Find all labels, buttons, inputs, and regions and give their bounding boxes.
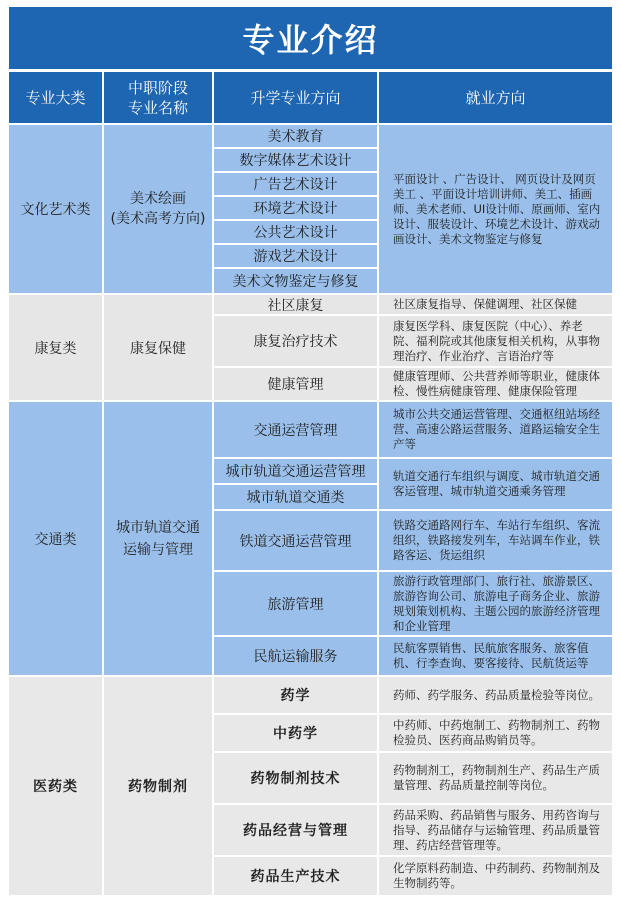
category-cell: 康复类 [9, 295, 102, 400]
direction-cell: 数字媒体艺术设计 [214, 149, 377, 171]
category-cell: 文化艺术类 [9, 125, 102, 293]
direction-cell: 城市轨道交通运营管理 [214, 459, 377, 483]
direction-cell: 美术教育 [214, 125, 377, 147]
direction-cell: 美术文物鉴定与修复 [214, 269, 377, 293]
employment-cell: 健康管理师、公共营养师等职业，健康体检、慢性病健康管理、健康保险管理 [379, 368, 612, 400]
direction-cell: 城市轨道交通类 [214, 485, 377, 509]
direction-cell: 旅游管理 [214, 572, 377, 635]
direction-cell: 民航运输服务 [214, 637, 377, 675]
direction-cell: 环境艺术设计 [214, 197, 377, 219]
major-cell: 药物制剂 [104, 677, 212, 895]
direction-cell: 药物制剂技术 [214, 753, 377, 803]
employment-cell: 铁路交通路网行车、车站行车组织、客流组织，铁路接发列车，车站调车作业，铁路客运、货运组织 [379, 511, 612, 570]
major-line1: 城市轨道交通 [116, 519, 200, 536]
employment-cell: 民航客票销售、民航旅客服务、旅客值机、行李查询、要客接待、民航货运等 [379, 637, 612, 675]
employment-cell: 社区康复指导、保健调理、社区保健 [379, 295, 612, 314]
major-line2: (美术高考方向) [110, 211, 206, 227]
employment-cell: 药品采购、药品销售与服务、用药咨询与指导、药品储存与运输管理、药品质量管理、药店经营管理等。 [379, 805, 612, 855]
header-direction: 升学专业方向 [214, 72, 377, 123]
direction-cell: 药学 [214, 677, 377, 713]
direction-cell: 中药学 [214, 715, 377, 751]
employment-cell: 平面设计 、广告设计、 网页设计及网页美工 、平面设计培训讲师、美工、插画师、美术老师、UI设计师、原画师、室内设计、服装设计、环境艺术设计、游戏动画设计、美术文物鉴定与修复 [379, 125, 612, 293]
page-title: 专业介绍 [9, 7, 612, 69]
direction-cell: 药品经营与管理 [214, 805, 377, 855]
employment-cell: 药物制剂工，药物制剂生产、药品生产质量管理、药品质量控制等岗位。 [379, 753, 612, 803]
major-cell: 康复保健 [104, 295, 212, 400]
direction-cell: 社区康复 [214, 295, 377, 314]
major-cell [104, 125, 212, 293]
header-category: 专业大类 [9, 72, 102, 123]
employment-cell: 药师、药学服务、药品质量检验等岗位。 [379, 677, 612, 713]
direction-cell: 铁道交通运营管理 [214, 511, 377, 570]
direction-cell: 健康管理 [214, 368, 377, 400]
category-cell: 交通类 [9, 402, 102, 675]
direction-cell: 交通运营管理 [214, 402, 377, 457]
major-line1: 美术绘画 [130, 191, 186, 207]
employment-cell: 康复医学科、康复医院（中心）、养老院、福利院或其他康复相关机构，从事物理治疗、作业治疗、言语治疗等 [379, 316, 612, 366]
direction-cell: 药品生产技术 [214, 857, 377, 895]
header-major-line1: 中职阶段 [127, 78, 188, 97]
category-cell: 医药类 [9, 677, 102, 895]
employment-cell: 旅游行政管理部门、旅行社、旅游景区、旅游咨询公司、旅游电子商务企业、旅游规划策划机构、主题公园的旅游经济管理和企业管理 [379, 572, 612, 635]
employment-cell: 城市公共交通运营管理、交通枢纽站场经营、高速公路运营服务、道路运输安全生产等 [379, 402, 612, 457]
direction-cell: 公共艺术设计 [214, 221, 377, 243]
header-major [104, 72, 212, 123]
major-line2: 运输与管理 [123, 541, 193, 558]
direction-cell: 游戏艺术设计 [214, 245, 377, 267]
direction-cell: 康复治疗技术 [214, 316, 377, 366]
employment-cell: 化学原料药制造、中药制药、药物制剂及生物制药等。 [379, 857, 612, 895]
employment-cell: 中药师、中药炮制工、药物制剂工、药物检验员、医药商品购销员等。 [379, 715, 612, 751]
employment-cell: 轨道交通行车组织与调度、城市轨道交通客运管理、城市轨道交通乘务管理 [379, 459, 612, 509]
header-major-line2: 专业名称 [127, 98, 188, 117]
major-cell [104, 402, 212, 675]
direction-cell: 广告艺术设计 [214, 173, 377, 195]
header-employment: 就业方向 [379, 72, 612, 123]
